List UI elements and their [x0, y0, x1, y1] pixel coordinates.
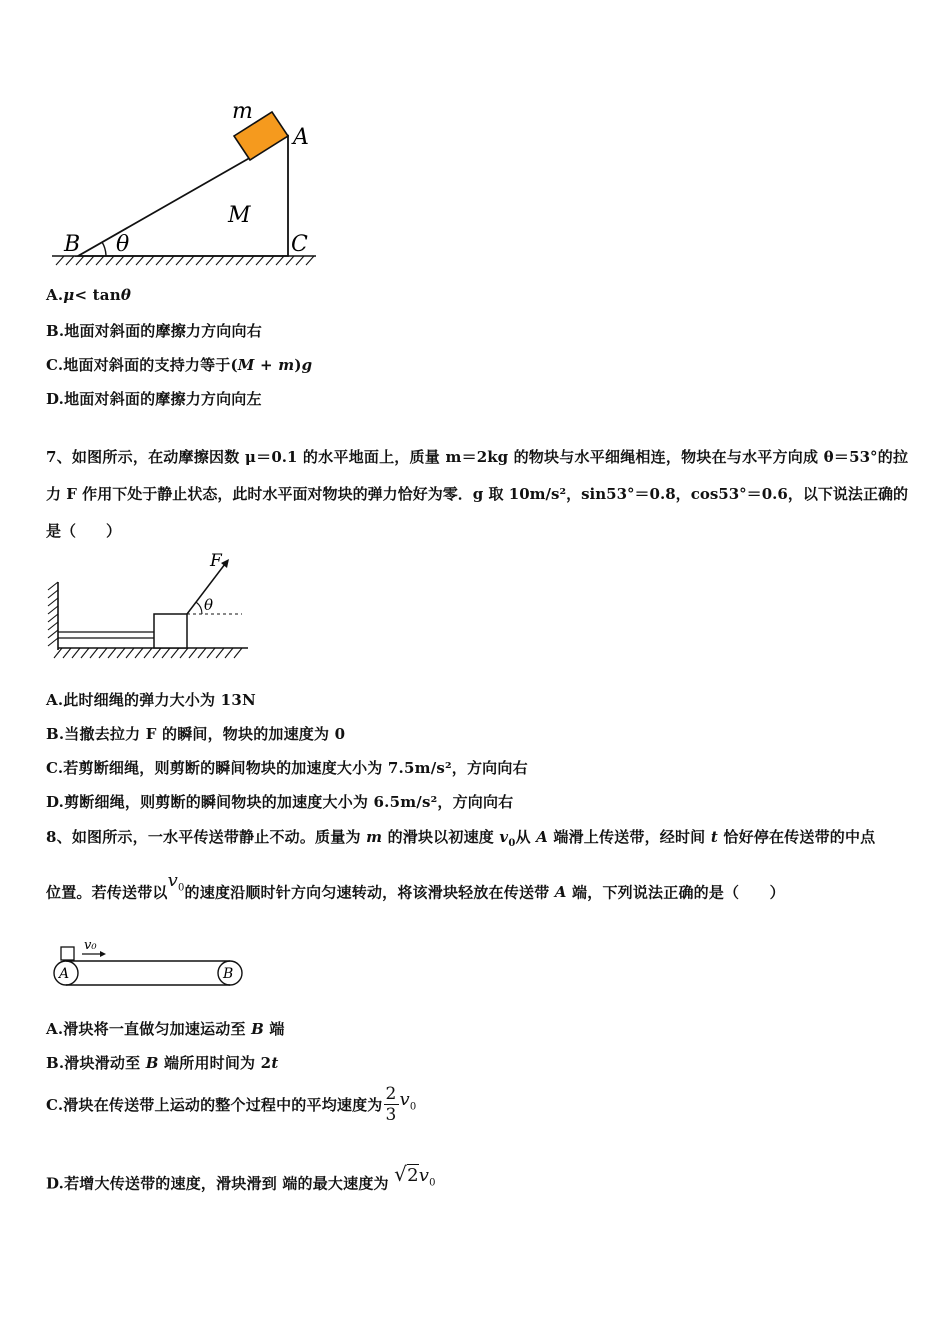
- q7-option-b[interactable]: B.当撤去拉力 F 的瞬间，物块的加速度为 0: [46, 725, 346, 743]
- label-A: A: [293, 125, 309, 150]
- q6-c-text: C.地面对斜面的支持力等于(: [46, 356, 238, 374]
- q6-c-m: m: [278, 356, 295, 374]
- label-F: F: [210, 551, 222, 571]
- q6-a-rest: < tan: [74, 286, 121, 304]
- angle-arc: [102, 242, 106, 256]
- label-v0: v₀: [84, 938, 97, 953]
- label-C: C: [291, 232, 308, 257]
- q7-option-c[interactable]: C.若剪断细绳，则剪断的瞬间物块的加速度大小为 7.5m/s²，方向向右: [46, 759, 528, 777]
- q6-a-mu: μ: [63, 286, 75, 304]
- label-theta-7: θ: [204, 596, 214, 614]
- q8-stem-line2: 位置。若传送带以$v_0$的速度沿顺时针方向匀速转动，将该滑块轻放在传送带 A 端，下列说法正确的是（ ）: [46, 870, 785, 902]
- conveyor-figure: [48, 934, 248, 990]
- label-theta: θ: [116, 232, 130, 257]
- floor-hatch: [54, 648, 242, 658]
- fraction-two-thirds: $\frac{2}{3}$: [385, 1084, 397, 1125]
- q8-option-a[interactable]: A.滑块将一直做匀加速运动至 B 端: [46, 1020, 285, 1038]
- q8-option-b[interactable]: B.滑块滑动至 B 端所用时间为 2t: [46, 1054, 279, 1072]
- q6-c-g: g: [301, 356, 313, 374]
- q8-option-c[interactable]: C.滑块在传送带上运动的整个过程中的平均速度为 $\frac{2}{3}$ $v_0$: [46, 1084, 417, 1125]
- label-M: M: [228, 203, 251, 228]
- q6-option-a[interactable]: [46, 286, 131, 304]
- q6-a-theta: θ: [120, 286, 132, 304]
- q6-a-prefix: A.: [46, 286, 64, 304]
- q6-option-c[interactable]: [46, 354, 312, 375]
- block: [154, 614, 187, 648]
- q6-option-d[interactable]: D.地面对斜面的摩擦力方向向左: [46, 390, 262, 408]
- q6-c-close: ): [294, 356, 302, 374]
- q7-option-a[interactable]: A.此时细绳的弹力大小为 13N: [46, 691, 256, 709]
- q7-option-d[interactable]: D.剪断细绳，则剪断的瞬间物块的加速度大小为 6.5m/s²，方向向右: [46, 793, 514, 811]
- label-B: B: [64, 232, 81, 257]
- q6-option-b[interactable]: B.地面对斜面的摩擦力方向向右: [46, 322, 262, 340]
- label-m: m: [232, 99, 253, 124]
- slider-block: [61, 947, 74, 960]
- q8-option-d[interactable]: D.若增大传送带的速度，滑块滑到 端的最大速度为 $√2v_0$: [46, 1162, 436, 1193]
- incline-figure: [44, 98, 334, 270]
- sqrt2-v0: $√2v_0$: [394, 1162, 436, 1189]
- label-B-8: B: [223, 966, 234, 982]
- q7-stem: 7、如图所示，在动摩擦因数 μ＝0.1 的水平地面上，质量 m＝2kg 的物块与水平细绳相连，物块在与水平方向成 θ＝53°的拉力 F 作用下处于静止状态，此时水平面对物块的弹力恰好为零．g 取 10m/s²，sin53°＝0.8，cos53°＝0.6，以下说法正确的是（ ）: [46, 448, 908, 540]
- q6-c-M: M: [237, 356, 255, 374]
- q8-stem-line1: 8、如图所示，一水平传送带静止不动。质量为 m 的滑块以初速度 $v_0$从 A 端滑上传送带，经时间 t 恰好停在传送带的中点: [46, 828, 876, 849]
- wall-hatch: [48, 582, 58, 646]
- rope-block-figure: [44, 548, 254, 664]
- label-A-8: A: [59, 966, 70, 982]
- q6-c-plus: +: [254, 356, 279, 374]
- ground-hatch: [56, 256, 314, 265]
